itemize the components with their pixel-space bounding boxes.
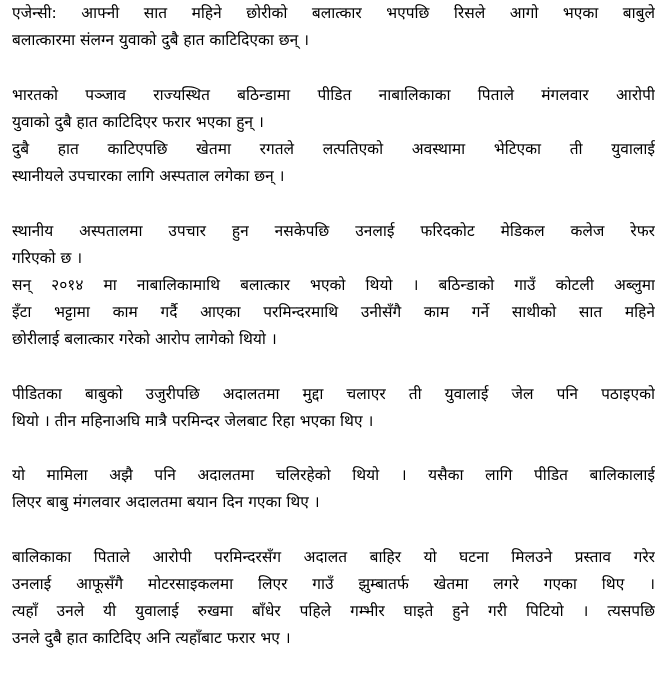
text-line: थियो । तीन महिनाअघि मात्रै परमिन्दर जेलबाट रिहा भएका थिए ।	[12, 411, 374, 430]
paragraph-incident	[12, 82, 655, 191]
paragraph-gap	[12, 435, 655, 462]
text-line: बालिकाका पिताले आरोपी परमिन्दरसँग अदालत बाहिर यो घटना मिलउने प्रस्ताव गरेर	[12, 547, 655, 566]
paragraph-court	[12, 381, 655, 435]
text-line: बलात्कारमा संलग्न युवाको दुबै हात काटिदिएका छन् ।	[12, 31, 310, 50]
paragraph-gap	[12, 353, 655, 380]
paragraph-background	[12, 218, 655, 354]
text-line: सन् २०१४ मा नाबालिकामाथि बलात्कार भएको थियो । बठिन्डाको गाउँ कोटली अब्लुमा	[12, 275, 655, 294]
paragraph-gap	[12, 190, 655, 217]
text-line: इँटा भट्टामा काम गर्दै आएका परमिन्दरमाथि उनीसँगै काम गर्ने साथीको सात महिने	[12, 303, 655, 322]
text-line: लिएर बाबु मंगलवार अदालतमा बयान दिन गएका थिए ।	[12, 493, 320, 512]
text-line: गरिएको छ ।	[12, 248, 83, 267]
paragraph-intro	[12, 0, 655, 54]
paragraph-case-status	[12, 462, 655, 516]
text-line: उनलाई आफूसँगै मोटरसाइकलमा लिएर गाउँ झुम्बातर्फ खेतमा लगरे गएका थिए ।	[12, 574, 655, 593]
text-line: उनले दुबै हात काटिदिए अनि त्यहाँबाट फरार भए ।	[12, 629, 291, 648]
text-line: त्यहाँ उनले यी युवालाई रुखमा बाँधेर पहिले गम्भीर घाइते हुने गरी पिटियो । त्यसपछि	[12, 602, 655, 621]
news-article	[12, 0, 655, 653]
text-line: स्थानीय अस्पतालमा उपचार हुन नसकेपछि उनलाई फरिदकोट मेडिकल कलेज रेफर	[12, 221, 655, 240]
paragraph-gap	[12, 517, 655, 544]
paragraph-gap	[12, 54, 655, 81]
text-line: स्थानीयले उपचारका लागि अस्पताल लगेका छन् ।	[12, 167, 285, 186]
text-line: एजेन्सी: आफ्नी सात महिने छोरीको बलात्कार भएपछि रिसले आगो भएका बाबुले	[12, 4, 655, 22]
text-line: छोरीलाई बलात्कार गरेको आरोप लागेको थियो ।	[12, 330, 277, 349]
text-line: पीडितका बाबुको उजुरीपछि अदालतमा मुद्दा चलाएर ती युवालाई जेल पनि पठाइएको	[12, 384, 655, 403]
text-line: युवाको दुबै हात काटिदिएर फरार भएका हुन् ।	[12, 112, 264, 131]
text-line: दुबै हात काटिएपछि खेतमा रगतले लत्पतिएको अवस्थामा भेटिएका ती युवालाई	[12, 139, 655, 158]
text-line: भारतको पञ्जाव राज्यस्थित बठिन्डामा पीडित नाबालिकाका पिताले मंगलवार आरोपी	[12, 85, 655, 104]
text-line: यो मामिला अझै पनि अदालतमा चलिरहेको थियो । यसैका लागि पीडित बालिकालाई	[12, 466, 655, 485]
paragraph-attack	[12, 544, 655, 653]
